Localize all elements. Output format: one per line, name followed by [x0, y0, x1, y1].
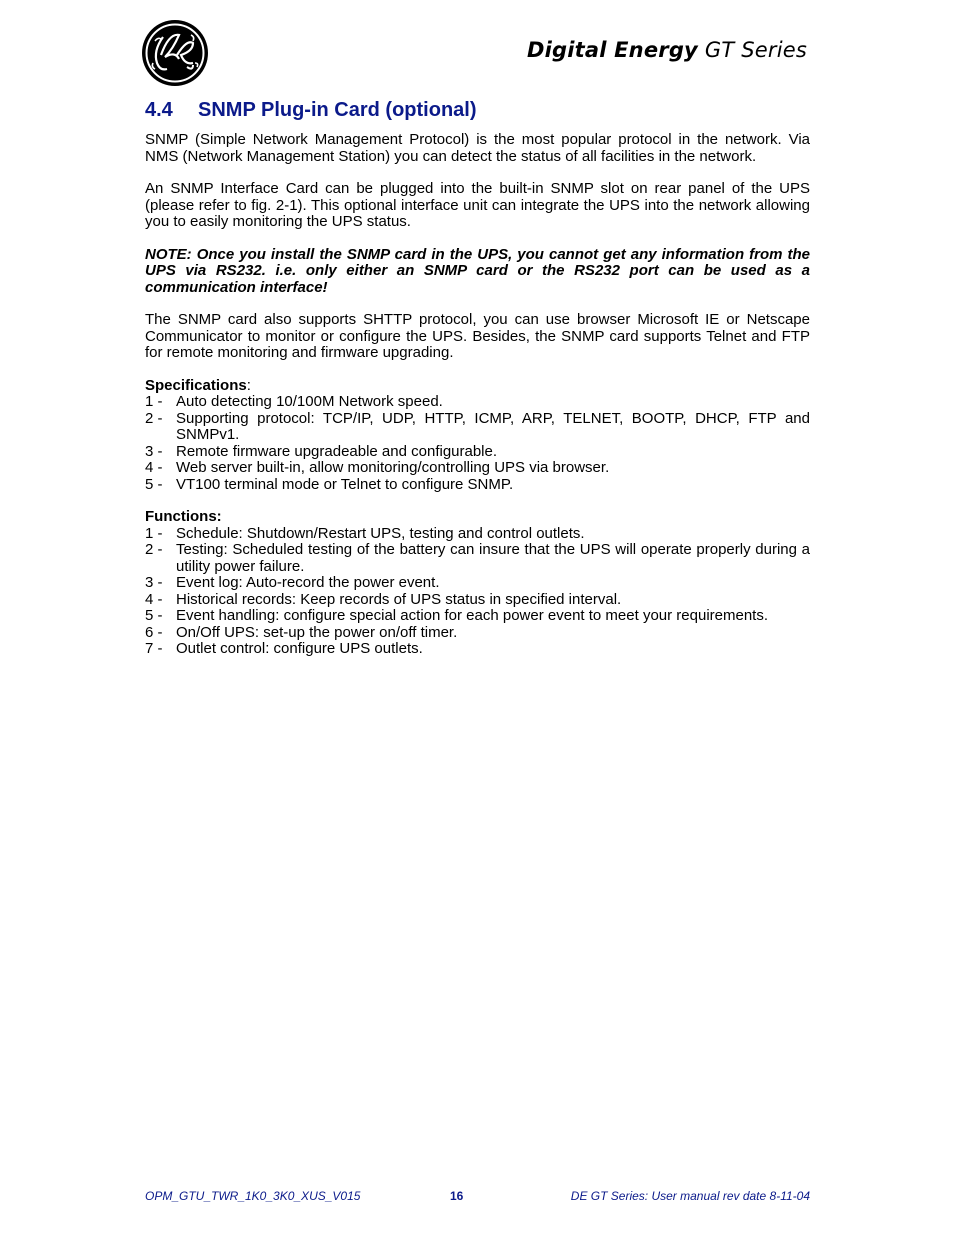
func-item-text: Historical records: Keep records of UPS status in specified interval.	[176, 590, 622, 608]
spec-item	[145, 477, 810, 494]
specifications-heading: Specifications:	[145, 376, 251, 394]
spec-item	[145, 394, 810, 411]
func-item	[145, 542, 810, 575]
paragraph-intro: SNMP (Simple Network Management Protocol) is the most popular protocol in the network. Via NMS (Network Management Station) you can detect the status of all facilities in the network.	[145, 131, 810, 165]
func-item-number: 1 -	[145, 524, 163, 542]
paragraph-shttp: The SNMP card also supports SHTTP protocol, you can use browser Microsoft IE or Netscape Communicator to monitor or configure the UPS. Besides, the SNMP card supports Telnet and FTP for remote monitoring and firmware upgrading.	[145, 311, 810, 361]
func-item-text: Event log: Auto-record the power event.	[176, 574, 440, 591]
paragraph-note: NOTE: Once you install the SNMP card in the UPS, you cannot get any information from the UPS via RS232. i.e. only either an SNMP card or the RS232 port can be used as a communication interface!	[145, 245, 810, 296]
section-title: SNMP Plug-in Card (optional)	[198, 99, 477, 121]
footer-page-number: 16	[450, 1189, 464, 1203]
func-item	[145, 641, 810, 658]
spec-item-text: Supporting protocol: TCP/IP, UDP, HTTP, ICMP, ARP, TELNET, BOOTP, DHCP, FTP and SNMPv1.	[176, 409, 810, 443]
func-item-number: 4 -	[145, 590, 163, 608]
spec-item-number: 1 -	[145, 393, 163, 410]
brand-title	[527, 38, 807, 62]
ge-logo-icon	[141, 19, 209, 87]
func-item-text: Outlet control: configure UPS outlets.	[176, 640, 423, 657]
spec-item-number: 4 -	[145, 459, 163, 476]
footer-doc-id: OPM_GTU_TWR_1K0_3K0_XUS_V015	[145, 1189, 361, 1203]
functions-list	[145, 526, 810, 658]
spec-item-number: 5 -	[145, 475, 163, 493]
func-item-number: 2 -	[145, 541, 163, 558]
spec-item-number: 2 -	[145, 409, 163, 427]
func-item-text: Event handling: configure special action for each power event to meet your requirements.	[176, 607, 769, 624]
spec-item-text: Auto detecting 10/100M Network speed.	[176, 393, 443, 410]
func-item-number: 3 -	[145, 574, 163, 591]
functions-heading: Functions:	[145, 508, 222, 525]
spec-item-number: 3 -	[145, 442, 163, 460]
spec-item	[145, 411, 810, 444]
func-item-number: 7 -	[145, 640, 163, 657]
func-item-number: 5 -	[145, 607, 163, 624]
page-content	[145, 98, 810, 674]
spec-item	[145, 444, 810, 461]
specifications-list	[145, 394, 810, 493]
func-item-text: On/Off UPS: set-up the power on/off timer.	[176, 623, 458, 641]
section-heading	[145, 98, 810, 122]
func-item	[145, 592, 810, 609]
func-item-text: Schedule: Shutdown/Restart UPS, testing and control outlets.	[176, 524, 585, 542]
func-item-number: 6 -	[145, 623, 163, 641]
spec-item-text: Web server built-in, allow monitoring/controlling UPS via browser.	[176, 459, 610, 476]
section-number: 4.4	[145, 99, 173, 121]
func-item	[145, 526, 810, 543]
footer-revision: DE GT Series: User manual rev date 8-11-04	[570, 1189, 810, 1203]
spec-item	[145, 460, 810, 477]
func-item	[145, 575, 810, 592]
func-item-text: Testing: Scheduled testing of the battery can insure that the UPS will operate properly during a utility power failure.	[176, 541, 810, 575]
spec-item-text: Remote firmware upgradeable and configurable.	[176, 442, 498, 460]
brand-bold: Digital Energy	[526, 38, 698, 62]
func-item	[145, 608, 810, 625]
paragraph-interface-card: An SNMP Interface Card can be plugged into the built-in SNMP slot on rear panel of the UPS (please refer to fig. 2-1). This optional interface unit can integrate the UPS into the network allowing you to easily monitoring the UPS status.	[145, 180, 810, 230]
brand-rest: GT Series	[704, 38, 807, 62]
spec-item-text: VT100 terminal mode or Telnet to configure SNMP.	[176, 475, 514, 493]
func-item	[145, 625, 810, 642]
